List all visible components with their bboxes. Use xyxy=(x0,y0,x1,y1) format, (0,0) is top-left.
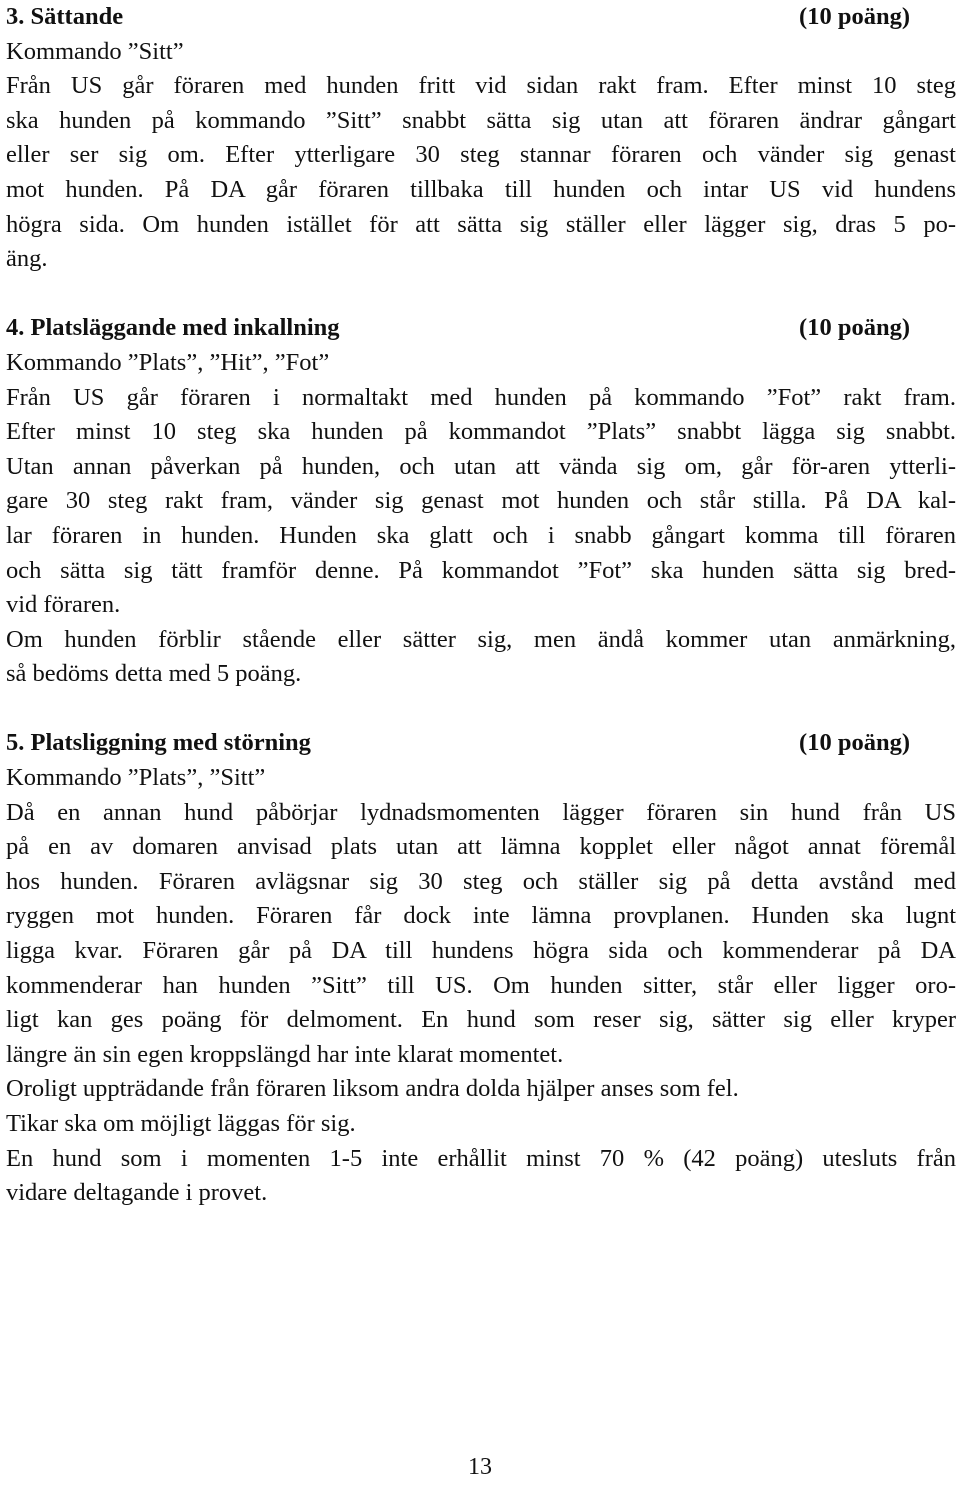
text-line: En hund som i momenten 1-5 inte erhållit minst 70 % (42 poäng) utesluts från xyxy=(6,1144,956,1172)
text-line: äng. xyxy=(6,245,48,273)
text-line: Efter minst 10 steg ska hunden på kommandot ”Plats” snabbt lägga sig snabbt. xyxy=(6,418,956,446)
section-4-platslaggande xyxy=(6,311,956,692)
section-points: (10 poäng) xyxy=(799,314,910,342)
text-line: Om hunden förblir stående eller sätter sig, men ändå kommer utan anmärkning, xyxy=(6,625,956,653)
text-line: lar föraren in hunden. Hunden ska glatt och i snabb gångart komma till föraren xyxy=(6,521,956,549)
text-line: hos hunden. Föraren avlägsnar sig 30 steg och ställer sig på detta avstånd med xyxy=(6,867,956,895)
text-line: längre än sin egen kroppslängd har inte klarat momentet. xyxy=(6,1040,564,1068)
section-title: 3. Sättande xyxy=(6,3,124,30)
section-title: 4. Platsläggande med inkallning xyxy=(6,314,340,342)
section-heading xyxy=(6,726,956,761)
section-3-sattande xyxy=(6,0,956,277)
text-line: Utan annan påverkan på hunden, och utan att vända sig om, går för-aren ytterli- xyxy=(6,452,956,480)
section-points: (10 poäng) xyxy=(799,3,910,30)
text-line: Från US går föraren med hunden fritt vid sidan rakt fram. Efter minst 10 steg xyxy=(6,72,956,100)
text-line: ligt kan ges poäng för delmoment. En hund som reser sig, sätter sig eller kryper xyxy=(6,1006,956,1034)
text-line: Kommando ”Plats”, ”Sitt” xyxy=(6,764,266,792)
text-line: ska hunden på kommando ”Sitt” snabbt sätta sig utan att föraren ändrar gångart xyxy=(6,106,956,134)
text-line: mot hunden. På DA går föraren tillbaka till hunden och intar US vid hundens xyxy=(6,175,956,203)
text-line: Oroligt uppträdande från föraren liksom andra dolda hjälper anses som fel. xyxy=(6,1075,739,1103)
text-line: och sätta sig tätt framför denne. På kommandot ”Fot” ska hunden sätta sig bred- xyxy=(6,556,956,584)
page-number: 13 xyxy=(468,1454,492,1480)
text-line: Tikar ska om möjligt läggas för sig. xyxy=(6,1110,356,1137)
text-line: Då en annan hund påbörjar lydnadsmomenten lägger föraren sin hund från US xyxy=(6,798,956,826)
section-title: 5. Platsliggning med störning xyxy=(6,729,311,757)
section-points: (10 poäng) xyxy=(799,729,910,757)
section-5-platsliggning xyxy=(6,726,956,1210)
text-line: Kommando ”Plats”, ”Hit”, ”Fot” xyxy=(6,348,330,376)
document-page xyxy=(6,0,956,1211)
text-line: på en av domaren anvisad plats utan att lämna kopplet eller något annat föremål xyxy=(6,833,956,861)
text-line: vidare deltagande i provet. xyxy=(6,1179,268,1207)
text-line: kommenderar han hunden ”Sitt” till US. Om hunden sitter, står eller ligger oro- xyxy=(6,971,956,999)
text-line: så bedöms detta med 5 poäng. xyxy=(6,660,302,688)
section-heading xyxy=(6,0,956,35)
text-line: gare 30 steg rakt fram, vänder sig genast mot hunden och står stilla. På DA kal- xyxy=(6,487,956,515)
text-line: Kommando ”Sitt” xyxy=(6,37,184,65)
text-line: högra sida. Om hunden istället för att sätta sig ställer eller lägger sig, dras 5 po- xyxy=(6,210,956,238)
section-heading xyxy=(6,311,956,346)
text-line: ligga kvar. Föraren går på DA till hundens högra sida och kommenderar på DA xyxy=(6,937,956,965)
text-line: eller ser sig om. Efter ytterligare 30 steg stannar föraren och vänder sig genast xyxy=(6,141,956,169)
text-line: Från US går föraren i normaltakt med hunden på kommando ”Fot” rakt fram. xyxy=(6,383,956,411)
text-line: vid föraren. xyxy=(6,591,121,619)
text-line: ryggen mot hunden. Föraren får dock inte lämna provplanen. Hunden ska lugnt xyxy=(6,902,956,930)
